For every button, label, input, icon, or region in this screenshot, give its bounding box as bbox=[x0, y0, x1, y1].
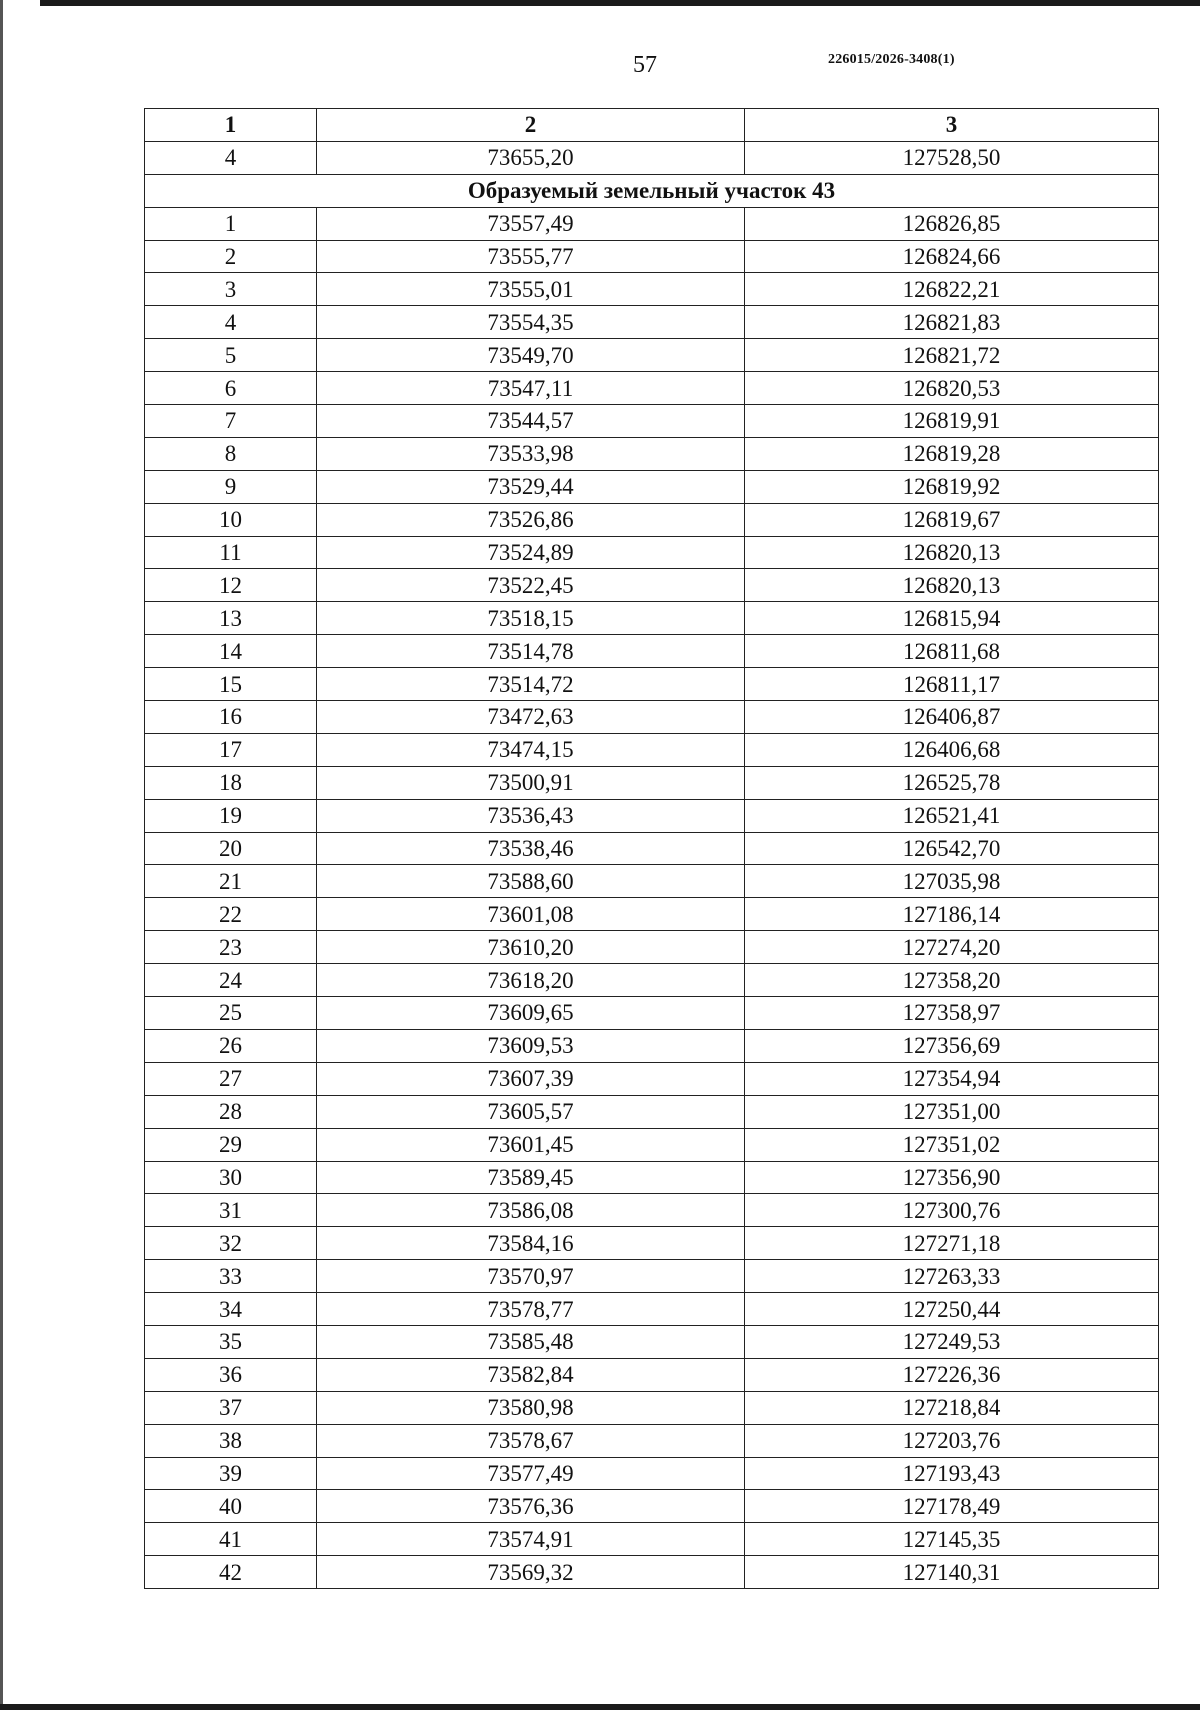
cell-point-number: 15 bbox=[145, 668, 317, 701]
cell-y-coordinate: 126820,13 bbox=[745, 536, 1159, 569]
table-row bbox=[145, 964, 1159, 997]
cell-point-number: 39 bbox=[145, 1457, 317, 1490]
cell-y-coordinate: 127300,76 bbox=[745, 1194, 1159, 1227]
table-row bbox=[145, 766, 1159, 799]
cell-point-number: 14 bbox=[145, 635, 317, 668]
header-cell-y: 3 bbox=[745, 109, 1159, 142]
document-code: 226015/2026-3408(1) bbox=[828, 52, 955, 67]
cell-y-coordinate: 127354,94 bbox=[745, 1062, 1159, 1095]
table-row bbox=[145, 503, 1159, 536]
cell-point-number: 12 bbox=[145, 569, 317, 602]
table-row bbox=[145, 799, 1159, 832]
table-row bbox=[145, 1457, 1159, 1490]
cell-y-coordinate: 127145,35 bbox=[745, 1523, 1159, 1556]
cell-point-number: 34 bbox=[145, 1293, 317, 1326]
table-row bbox=[145, 536, 1159, 569]
cell-x-coordinate: 73554,35 bbox=[317, 306, 745, 339]
cell-y-coordinate: 126811,68 bbox=[745, 635, 1159, 668]
scan-top-border bbox=[40, 0, 1200, 6]
cell-x-coordinate: 73585,48 bbox=[317, 1325, 745, 1358]
cell-point-number: 13 bbox=[145, 602, 317, 635]
cell-y-coordinate: 127178,49 bbox=[745, 1490, 1159, 1523]
cell-y-coordinate: 127356,69 bbox=[745, 1029, 1159, 1062]
cell-y-coordinate: 127358,20 bbox=[745, 964, 1159, 997]
table-row bbox=[145, 701, 1159, 734]
cell-x-coordinate: 73522,45 bbox=[317, 569, 745, 602]
cell-y-coordinate: 127271,18 bbox=[745, 1227, 1159, 1260]
coordinates-table bbox=[144, 108, 1159, 1589]
cell-y-coordinate: 126406,68 bbox=[745, 733, 1159, 766]
cell-x-coordinate: 73618,20 bbox=[317, 964, 745, 997]
coordinates-table-container bbox=[144, 108, 1158, 1589]
table-header bbox=[145, 109, 1159, 142]
cell-x-coordinate: 73538,46 bbox=[317, 832, 745, 865]
cell-x-coordinate: 73588,60 bbox=[317, 865, 745, 898]
cell-point-number: 4 bbox=[145, 306, 317, 339]
cell-point-number: 22 bbox=[145, 898, 317, 931]
table-row bbox=[145, 339, 1159, 372]
cell-point-number: 1 bbox=[145, 207, 317, 240]
cell-y-coordinate: 127203,76 bbox=[745, 1424, 1159, 1457]
cell-point-number: 23 bbox=[145, 931, 317, 964]
cell-y-coordinate: 126820,53 bbox=[745, 372, 1159, 405]
cell-point-number: 27 bbox=[145, 1062, 317, 1095]
table-row bbox=[145, 1358, 1159, 1391]
table-row bbox=[145, 1095, 1159, 1128]
cell-point-number: 20 bbox=[145, 832, 317, 865]
cell-point-number: 24 bbox=[145, 964, 317, 997]
cell-point-number: 21 bbox=[145, 865, 317, 898]
cell-point-number: 4 bbox=[145, 141, 317, 174]
cell-y-coordinate: 127193,43 bbox=[745, 1457, 1159, 1490]
cell-y-coordinate: 127226,36 bbox=[745, 1358, 1159, 1391]
cell-point-number: 7 bbox=[145, 405, 317, 438]
cell-y-coordinate: 127140,31 bbox=[745, 1556, 1159, 1589]
cell-point-number: 8 bbox=[145, 437, 317, 470]
cell-point-number: 35 bbox=[145, 1325, 317, 1358]
table-row bbox=[145, 1227, 1159, 1260]
cell-y-coordinate: 126815,94 bbox=[745, 602, 1159, 635]
cell-y-coordinate: 126822,21 bbox=[745, 273, 1159, 306]
header-cell-x: 2 bbox=[317, 109, 745, 142]
table-row bbox=[145, 1424, 1159, 1457]
cell-x-coordinate: 73601,08 bbox=[317, 898, 745, 931]
table-row bbox=[145, 997, 1159, 1030]
cell-x-coordinate: 73544,57 bbox=[317, 405, 745, 438]
cell-x-coordinate: 73536,43 bbox=[317, 799, 745, 832]
cell-x-coordinate: 73555,01 bbox=[317, 273, 745, 306]
cell-point-number: 33 bbox=[145, 1260, 317, 1293]
table-row bbox=[145, 1523, 1159, 1556]
cell-y-coordinate: 127249,53 bbox=[745, 1325, 1159, 1358]
cell-y-coordinate: 127351,02 bbox=[745, 1128, 1159, 1161]
cell-point-number: 16 bbox=[145, 701, 317, 734]
cell-point-number: 3 bbox=[145, 273, 317, 306]
cell-point-number: 40 bbox=[145, 1490, 317, 1523]
cell-y-coordinate: 126819,28 bbox=[745, 437, 1159, 470]
cell-point-number: 29 bbox=[145, 1128, 317, 1161]
cell-point-number: 32 bbox=[145, 1227, 317, 1260]
cell-y-coordinate: 126819,91 bbox=[745, 405, 1159, 438]
cell-point-number: 6 bbox=[145, 372, 317, 405]
cell-point-number: 26 bbox=[145, 1029, 317, 1062]
cell-y-coordinate: 126824,66 bbox=[745, 240, 1159, 273]
cell-x-coordinate: 73518,15 bbox=[317, 602, 745, 635]
cell-point-number: 31 bbox=[145, 1194, 317, 1227]
table-row bbox=[145, 1062, 1159, 1095]
table-row bbox=[145, 207, 1159, 240]
cell-point-number: 19 bbox=[145, 799, 317, 832]
cell-point-number: 10 bbox=[145, 503, 317, 536]
cell-x-coordinate: 73586,08 bbox=[317, 1194, 745, 1227]
cell-y-coordinate: 127528,50 bbox=[745, 141, 1159, 174]
page-number: 57 bbox=[633, 52, 657, 78]
cell-x-coordinate: 73570,97 bbox=[317, 1260, 745, 1293]
cell-x-coordinate: 73526,86 bbox=[317, 503, 745, 536]
cell-x-coordinate: 73472,63 bbox=[317, 701, 745, 734]
cell-x-coordinate: 73589,45 bbox=[317, 1161, 745, 1194]
table-row bbox=[145, 668, 1159, 701]
table-row bbox=[145, 273, 1159, 306]
cell-x-coordinate: 73580,98 bbox=[317, 1391, 745, 1424]
table-row bbox=[145, 141, 1159, 174]
cell-x-coordinate: 73569,32 bbox=[317, 1556, 745, 1589]
header-row bbox=[145, 109, 1159, 142]
table-row bbox=[145, 372, 1159, 405]
cell-y-coordinate: 126819,67 bbox=[745, 503, 1159, 536]
cell-point-number: 28 bbox=[145, 1095, 317, 1128]
cell-y-coordinate: 127035,98 bbox=[745, 865, 1159, 898]
cell-x-coordinate: 73524,89 bbox=[317, 536, 745, 569]
table-row bbox=[145, 635, 1159, 668]
cell-x-coordinate: 73607,39 bbox=[317, 1062, 745, 1095]
cell-x-coordinate: 73576,36 bbox=[317, 1490, 745, 1523]
cell-y-coordinate: 127218,84 bbox=[745, 1391, 1159, 1424]
cell-point-number: 38 bbox=[145, 1424, 317, 1457]
cell-point-number: 18 bbox=[145, 766, 317, 799]
table-row bbox=[145, 898, 1159, 931]
table-row bbox=[145, 1194, 1159, 1227]
cell-y-coordinate: 126406,87 bbox=[745, 701, 1159, 734]
table-row bbox=[145, 240, 1159, 273]
cell-point-number: 42 bbox=[145, 1556, 317, 1589]
cell-y-coordinate: 126525,78 bbox=[745, 766, 1159, 799]
cell-x-coordinate: 73609,53 bbox=[317, 1029, 745, 1062]
cell-x-coordinate: 73474,15 bbox=[317, 733, 745, 766]
table-row bbox=[145, 1029, 1159, 1062]
table-row bbox=[145, 1128, 1159, 1161]
cell-y-coordinate: 127186,14 bbox=[745, 898, 1159, 931]
table-row bbox=[145, 405, 1159, 438]
cell-point-number: 11 bbox=[145, 536, 317, 569]
table-row bbox=[145, 931, 1159, 964]
cell-x-coordinate: 73533,98 bbox=[317, 437, 745, 470]
table-body bbox=[145, 141, 1159, 1588]
table-row bbox=[145, 437, 1159, 470]
header-cell-point: 1 bbox=[145, 109, 317, 142]
table-row bbox=[145, 1161, 1159, 1194]
cell-y-coordinate: 126821,83 bbox=[745, 306, 1159, 339]
table-row bbox=[145, 1391, 1159, 1424]
cell-y-coordinate: 127263,33 bbox=[745, 1260, 1159, 1293]
table-row bbox=[145, 1490, 1159, 1523]
cell-point-number: 36 bbox=[145, 1358, 317, 1391]
table-row bbox=[145, 569, 1159, 602]
cell-point-number: 5 bbox=[145, 339, 317, 372]
cell-x-coordinate: 73582,84 bbox=[317, 1358, 745, 1391]
cell-y-coordinate: 126819,92 bbox=[745, 470, 1159, 503]
cell-point-number: 17 bbox=[145, 733, 317, 766]
table-row bbox=[145, 1260, 1159, 1293]
section-row bbox=[145, 174, 1159, 207]
cell-x-coordinate: 73557,49 bbox=[317, 207, 745, 240]
cell-x-coordinate: 73577,49 bbox=[317, 1457, 745, 1490]
table-row bbox=[145, 602, 1159, 635]
cell-x-coordinate: 73514,78 bbox=[317, 635, 745, 668]
cell-y-coordinate: 127356,90 bbox=[745, 1161, 1159, 1194]
cell-y-coordinate: 126811,17 bbox=[745, 668, 1159, 701]
table-row bbox=[145, 1293, 1159, 1326]
cell-x-coordinate: 73601,45 bbox=[317, 1128, 745, 1161]
cell-y-coordinate: 126542,70 bbox=[745, 832, 1159, 865]
cell-x-coordinate: 73555,77 bbox=[317, 240, 745, 273]
cell-x-coordinate: 73578,67 bbox=[317, 1424, 745, 1457]
cell-y-coordinate: 126521,41 bbox=[745, 799, 1159, 832]
cell-y-coordinate: 126826,85 bbox=[745, 207, 1159, 240]
cell-x-coordinate: 73610,20 bbox=[317, 931, 745, 964]
cell-y-coordinate: 127250,44 bbox=[745, 1293, 1159, 1326]
cell-point-number: 30 bbox=[145, 1161, 317, 1194]
cell-y-coordinate: 127274,20 bbox=[745, 931, 1159, 964]
cell-x-coordinate: 73547,11 bbox=[317, 372, 745, 405]
cell-point-number: 41 bbox=[145, 1523, 317, 1556]
cell-x-coordinate: 73609,65 bbox=[317, 997, 745, 1030]
cell-x-coordinate: 73514,72 bbox=[317, 668, 745, 701]
cell-x-coordinate: 73584,16 bbox=[317, 1227, 745, 1260]
cell-x-coordinate: 73605,57 bbox=[317, 1095, 745, 1128]
section-title: Образуемый земельный участок 43 bbox=[145, 174, 1159, 207]
table-row bbox=[145, 306, 1159, 339]
cell-y-coordinate: 126820,13 bbox=[745, 569, 1159, 602]
cell-point-number: 2 bbox=[145, 240, 317, 273]
scan-left-edge bbox=[0, 0, 3, 1710]
cell-x-coordinate: 73574,91 bbox=[317, 1523, 745, 1556]
table-row bbox=[145, 733, 1159, 766]
table-row bbox=[145, 470, 1159, 503]
table-row bbox=[145, 1325, 1159, 1358]
cell-x-coordinate: 73549,70 bbox=[317, 339, 745, 372]
cell-y-coordinate: 126821,72 bbox=[745, 339, 1159, 372]
cell-point-number: 9 bbox=[145, 470, 317, 503]
cell-y-coordinate: 127358,97 bbox=[745, 997, 1159, 1030]
cell-x-coordinate: 73655,20 bbox=[317, 141, 745, 174]
cell-y-coordinate: 127351,00 bbox=[745, 1095, 1159, 1128]
table-row bbox=[145, 832, 1159, 865]
cell-x-coordinate: 73500,91 bbox=[317, 766, 745, 799]
table-row bbox=[145, 865, 1159, 898]
table-row bbox=[145, 1556, 1159, 1589]
cell-point-number: 37 bbox=[145, 1391, 317, 1424]
cell-x-coordinate: 73578,77 bbox=[317, 1293, 745, 1326]
cell-point-number: 25 bbox=[145, 997, 317, 1030]
cell-x-coordinate: 73529,44 bbox=[317, 470, 745, 503]
scan-bottom-border bbox=[0, 1704, 1200, 1710]
